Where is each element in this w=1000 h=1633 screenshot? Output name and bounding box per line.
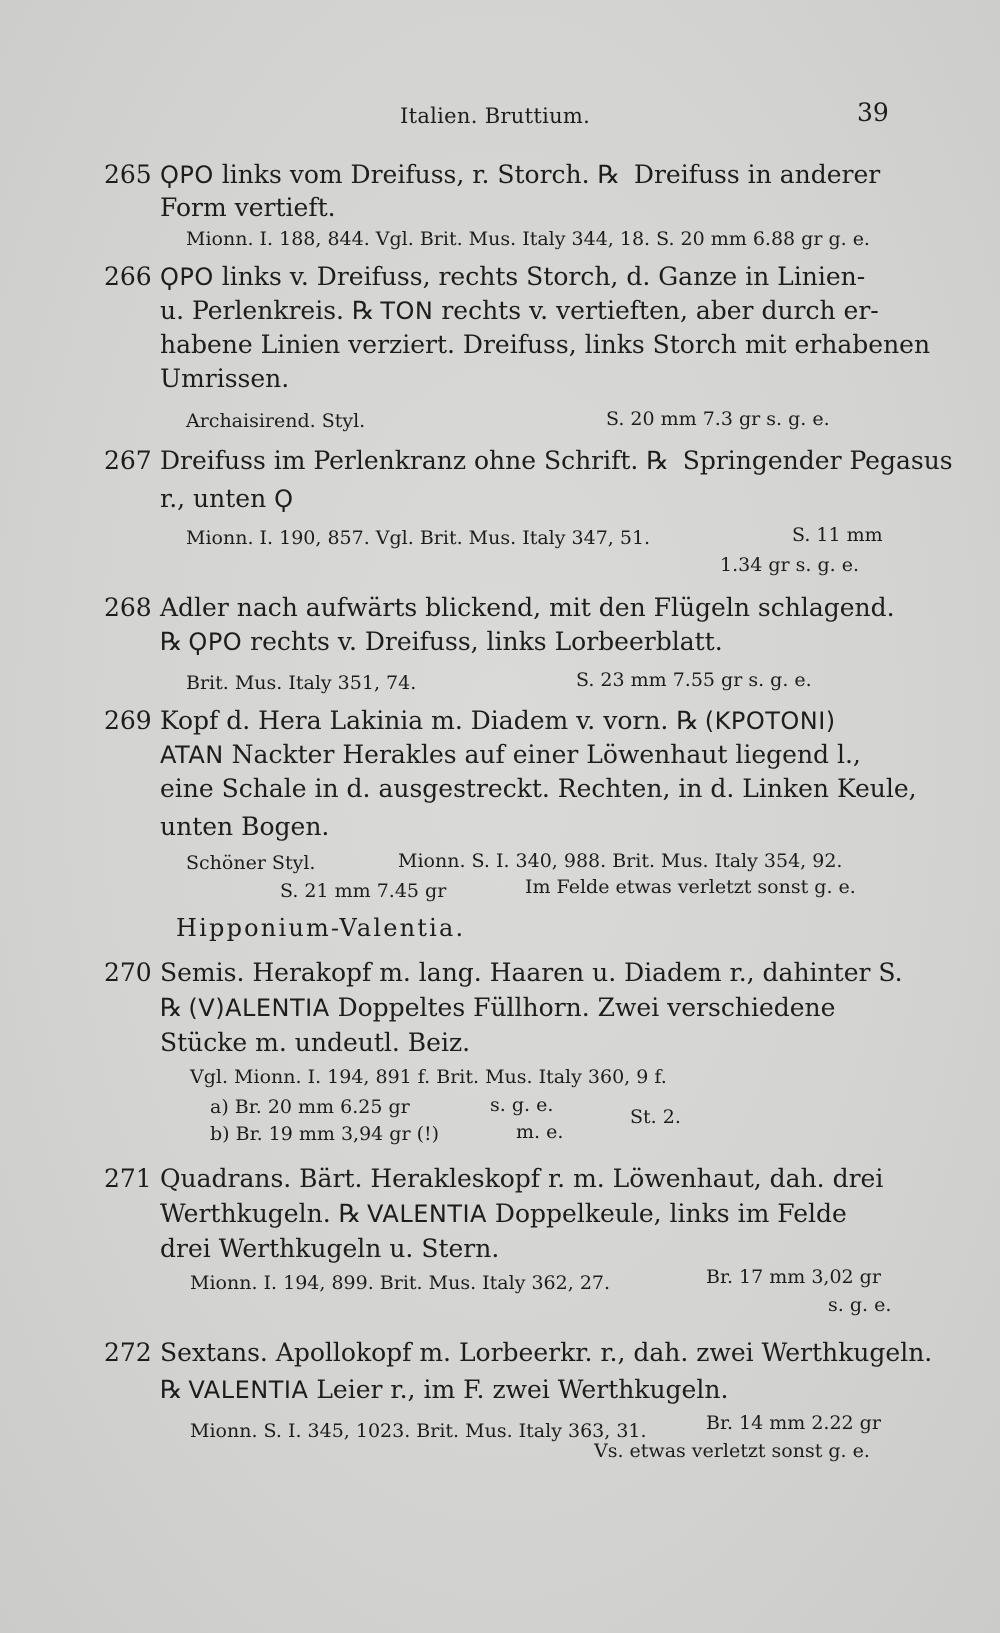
- entry-number: 270: [104, 958, 152, 987]
- entry-text: Werthkugeln.: [160, 1199, 331, 1228]
- entry-text: Dreifuss in anderer: [625, 160, 881, 189]
- entry-text: Springender Pegasus: [674, 446, 953, 475]
- entry-line: habene Linien verziert. Dreifuss, links Storch mit erhabenen: [160, 330, 931, 359]
- reverse-symbol: ℞: [351, 296, 375, 325]
- entry-line: Form vertieft.: [160, 193, 336, 222]
- entry-reference: Mionn. S. I. 340, 988. Brit. Mus. Italy 354, 92.: [398, 850, 843, 872]
- entry-line: Sextans. Apollokopf m. Lorbeerkr. r., dah. zwei Werthkugeln.: [160, 1338, 933, 1367]
- entry-line: [160, 627, 723, 656]
- entry-text: rechts v. vertieften, aber durch er-: [433, 296, 879, 325]
- entry-text: links vom Dreifuss, r. Storch.: [213, 160, 590, 189]
- coin-legend: (V)ALENTIA: [188, 994, 330, 1022]
- entry-line: Quadrans. Bärt. Herakleskopf r. m. Löwenhaut, dah. drei: [160, 1164, 884, 1193]
- page-number: 39: [857, 98, 889, 127]
- entry-reference: b) Br. 19 mm 3,94 gr (!): [210, 1123, 440, 1145]
- coin-legend: ϘPO: [160, 161, 214, 189]
- page-header: [0, 96, 1000, 136]
- entry-text: Nackter Herakles auf einer Löwenhaut liegend l.,: [223, 740, 861, 769]
- entry-reference: Br. 14 mm 2.22 gr: [706, 1412, 881, 1434]
- entry-reference: s. g. e.: [828, 1294, 892, 1316]
- entry-reference: Mionn. S. I. 345, 1023. Brit. Mus. Italy 363, 31.: [190, 1420, 647, 1442]
- entry-reference: Mionn. I. 194, 899. Brit. Mus. Italy 362, 27.: [190, 1272, 611, 1294]
- reverse-symbol: ℞: [160, 627, 183, 656]
- entry-number: 267: [104, 446, 152, 475]
- entry-line: Adler nach aufwärts blickend, mit den Flügeln schlagend.: [160, 593, 895, 622]
- running-head: Italien. Bruttium.: [400, 104, 591, 128]
- entry-reference: 1.34 gr s. g. e.: [720, 554, 859, 576]
- entry-reference: S. 20 mm 7.3 gr s. g. e.: [606, 408, 830, 430]
- entry-reference: Mionn. I. 188, 844. Vgl. Brit. Mus. Italy 344, 18. S. 20 mm 6.88 gr g. e.: [186, 228, 870, 250]
- entry-line: [160, 1375, 728, 1404]
- entry-line: [160, 993, 835, 1022]
- entry-line: [160, 484, 294, 513]
- entry-reference: Brit. Mus. Italy 351, 74.: [186, 672, 417, 694]
- entry-line: drei Werthkugeln u. Stern.: [160, 1234, 500, 1263]
- entry-text: u. Perlenkreis.: [160, 296, 344, 325]
- entry-reference: S. 11 mm: [792, 524, 883, 546]
- entry-reference: s. g. e.: [490, 1094, 554, 1116]
- entry-reference: Archaisirend. Styl.: [186, 410, 366, 432]
- coin-legend: ϘPO: [160, 263, 214, 291]
- entry-text: links v. Dreifuss, rechts Storch, d. Ganze in Linien-: [213, 262, 866, 291]
- entry-reference: Br. 17 mm 3,02 gr: [706, 1266, 881, 1288]
- entry-line: eine Schale in d. ausgestreckt. Rechten, in d. Linken Keule,: [160, 774, 917, 803]
- entry-number: 268: [104, 593, 152, 622]
- entry-line: [160, 262, 865, 291]
- entry-reference: Vgl. Mionn. I. 194, 891 f. Brit. Mus. Italy 360, 9 f.: [190, 1066, 667, 1088]
- entry-line: [160, 1199, 847, 1228]
- entry-reference: St. 2.: [630, 1106, 681, 1128]
- reverse-symbol: ℞: [646, 446, 669, 475]
- entry-reference: Im Felde etwas verletzt sonst g. e.: [525, 876, 856, 898]
- entry-line: Stücke m. undeutl. Beiz.: [160, 1028, 471, 1057]
- entry-text: Doppeltes Füllhorn. Zwei verschiedene: [329, 993, 836, 1022]
- entry-line: Umrissen.: [160, 364, 290, 393]
- entry-reference: m. e.: [516, 1121, 564, 1143]
- entry-number: 269: [104, 706, 152, 735]
- entry-line: [160, 160, 880, 189]
- coin-legend: (KPOTONI): [704, 707, 836, 735]
- reverse-symbol: ℞: [160, 993, 183, 1022]
- reverse-symbol: ℞: [160, 1375, 183, 1404]
- entry-line: unten Bogen.: [160, 812, 330, 841]
- coin-legend: TON: [380, 297, 434, 325]
- coin-legend: VALENTIA: [188, 1376, 309, 1404]
- coin-legend: VALENTIA: [367, 1200, 487, 1228]
- entry-text: Leier r., im F. zwei Werthkugeln.: [308, 1375, 729, 1404]
- coin-legend: ATAN: [160, 741, 224, 769]
- entry-reference: Mionn. I. 190, 857. Vgl. Brit. Mus. Italy 347, 51.: [186, 527, 651, 549]
- entry-line: [160, 296, 879, 325]
- reverse-symbol: ℞: [597, 160, 620, 189]
- entry-reference: Vs. etwas verletzt sonst g. e.: [594, 1440, 870, 1462]
- entry-text: Dreifuss im Perlenkranz ohne Schrift.: [160, 446, 639, 475]
- coin-legend: ϘPO: [188, 628, 243, 656]
- entry-text: r., unten: [160, 484, 275, 513]
- reverse-symbol: ℞: [676, 706, 699, 735]
- entry-line: [160, 706, 836, 735]
- coin-legend: Ϙ: [274, 485, 294, 513]
- section-title: Hipponium-Valentia.: [176, 914, 466, 942]
- entry-reference: S. 23 mm 7.55 gr s. g. e.: [576, 669, 812, 691]
- entry-number: 272: [104, 1338, 152, 1367]
- entry-reference: a) Br. 20 mm 6.25 gr: [210, 1096, 410, 1118]
- entry-line: Semis. Herakopf m. lang. Haaren u. Diadem r., dahinter S.: [160, 958, 903, 987]
- entry-reference: Schöner Styl.: [186, 852, 316, 874]
- reverse-symbol: ℞: [338, 1199, 362, 1228]
- entry-text: rechts v. Dreifuss, links Lorbeerblatt.: [242, 627, 723, 656]
- entry-line: [160, 740, 861, 769]
- entry-text: Doppelkeule, links im Felde: [486, 1199, 847, 1228]
- entry-line: [160, 446, 953, 475]
- entry-number: 266: [104, 262, 152, 291]
- entry-text: Kopf d. Hera Lakinia m. Diadem v. vorn.: [160, 706, 669, 735]
- entry-reference: S. 21 mm 7.45 gr: [280, 880, 447, 902]
- entry-number: 265: [104, 160, 152, 189]
- entry-number: 271: [104, 1164, 152, 1193]
